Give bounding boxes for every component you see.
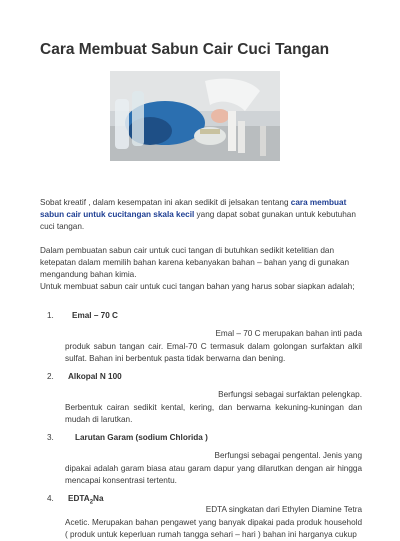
paragraph-3: Untuk membuat sabun cair untuk cuci tangan bahan yang harus sobar siapkan adalah; xyxy=(40,282,355,291)
title-main: EDTA xyxy=(68,494,90,503)
list-item-number: 1. xyxy=(47,311,54,320)
intro-text: Sobat kreatif , dalam kesempatan ini akan sedikit di jelsakan tentang xyxy=(40,198,291,207)
title-subscript: 2 xyxy=(89,499,94,506)
list-item-number: 4. xyxy=(47,494,54,503)
intro-text-end: yang dapat sobat gunakan untuk kebutuhan cuci tangan. xyxy=(40,210,356,232)
list-item-title: Larutan Garam (sodium Chlorida ) xyxy=(75,433,208,442)
list-item-body: dipakai adalah garam biasa atau garam dapur yang dilarutkan dengan air hingga mencapai konsentrasi tertentu. xyxy=(65,464,362,486)
list-item-number: 2. xyxy=(47,372,54,381)
intro-link[interactable]: cara membuat sabun cair untuk cucitangan skala kecil xyxy=(40,198,347,220)
list-item-title: Alkopal N 100 xyxy=(68,372,122,381)
paragraph-2: Dalam pembuatan sabun cair untuk cuci tangan di butuhkan sedikit ketelitian dan ketepatan dalam memilih bahan karena kebanyakan bahan – bahan yang di gunakan mengandung bahan kimia. xyxy=(40,246,350,280)
list-item-body: Berbentuk cairan sedikit kental, kering, dan berwarna kekuning-kuningan dan mudah di larutkan. xyxy=(65,403,362,425)
lab-photo xyxy=(110,71,280,161)
list-item-body: produk sabun tangan cair. Emal-70 C termasuk dalam golongan surfaktan alkil sulfat. Bahan ini berbentuk pasta tidak berwarna dan bening. xyxy=(65,342,362,364)
list-item-lead: Berfungsi sebagai pengental. Jenis yang xyxy=(214,451,362,460)
list-item-lead: Berfungsi sebagai surfaktan pelengkap. xyxy=(218,390,362,399)
list-item-number: 3. xyxy=(47,433,54,442)
title-end: Na xyxy=(93,494,104,503)
list-item-body: Acetic. Merupakan bahan pengawet yang banyak dipakai pada produk household ( produk untuk keperluan rumah tangga sehari – hari ) bahan ini harganya cukup xyxy=(65,518,362,540)
lab-photo-image xyxy=(110,71,280,161)
list-item-title xyxy=(68,494,104,506)
list-item-lead: EDTA singkatan dari Ethylen Diamine Tetra xyxy=(205,505,362,514)
list-item-title: Emal – 70 C xyxy=(72,311,118,320)
intro-paragraph xyxy=(40,197,362,234)
list-item-lead: Emal – 70 C merupakan bahan inti pada xyxy=(215,329,362,338)
page-title: Cara Membuat Sabun Cair Cuci Tangan xyxy=(40,41,330,58)
